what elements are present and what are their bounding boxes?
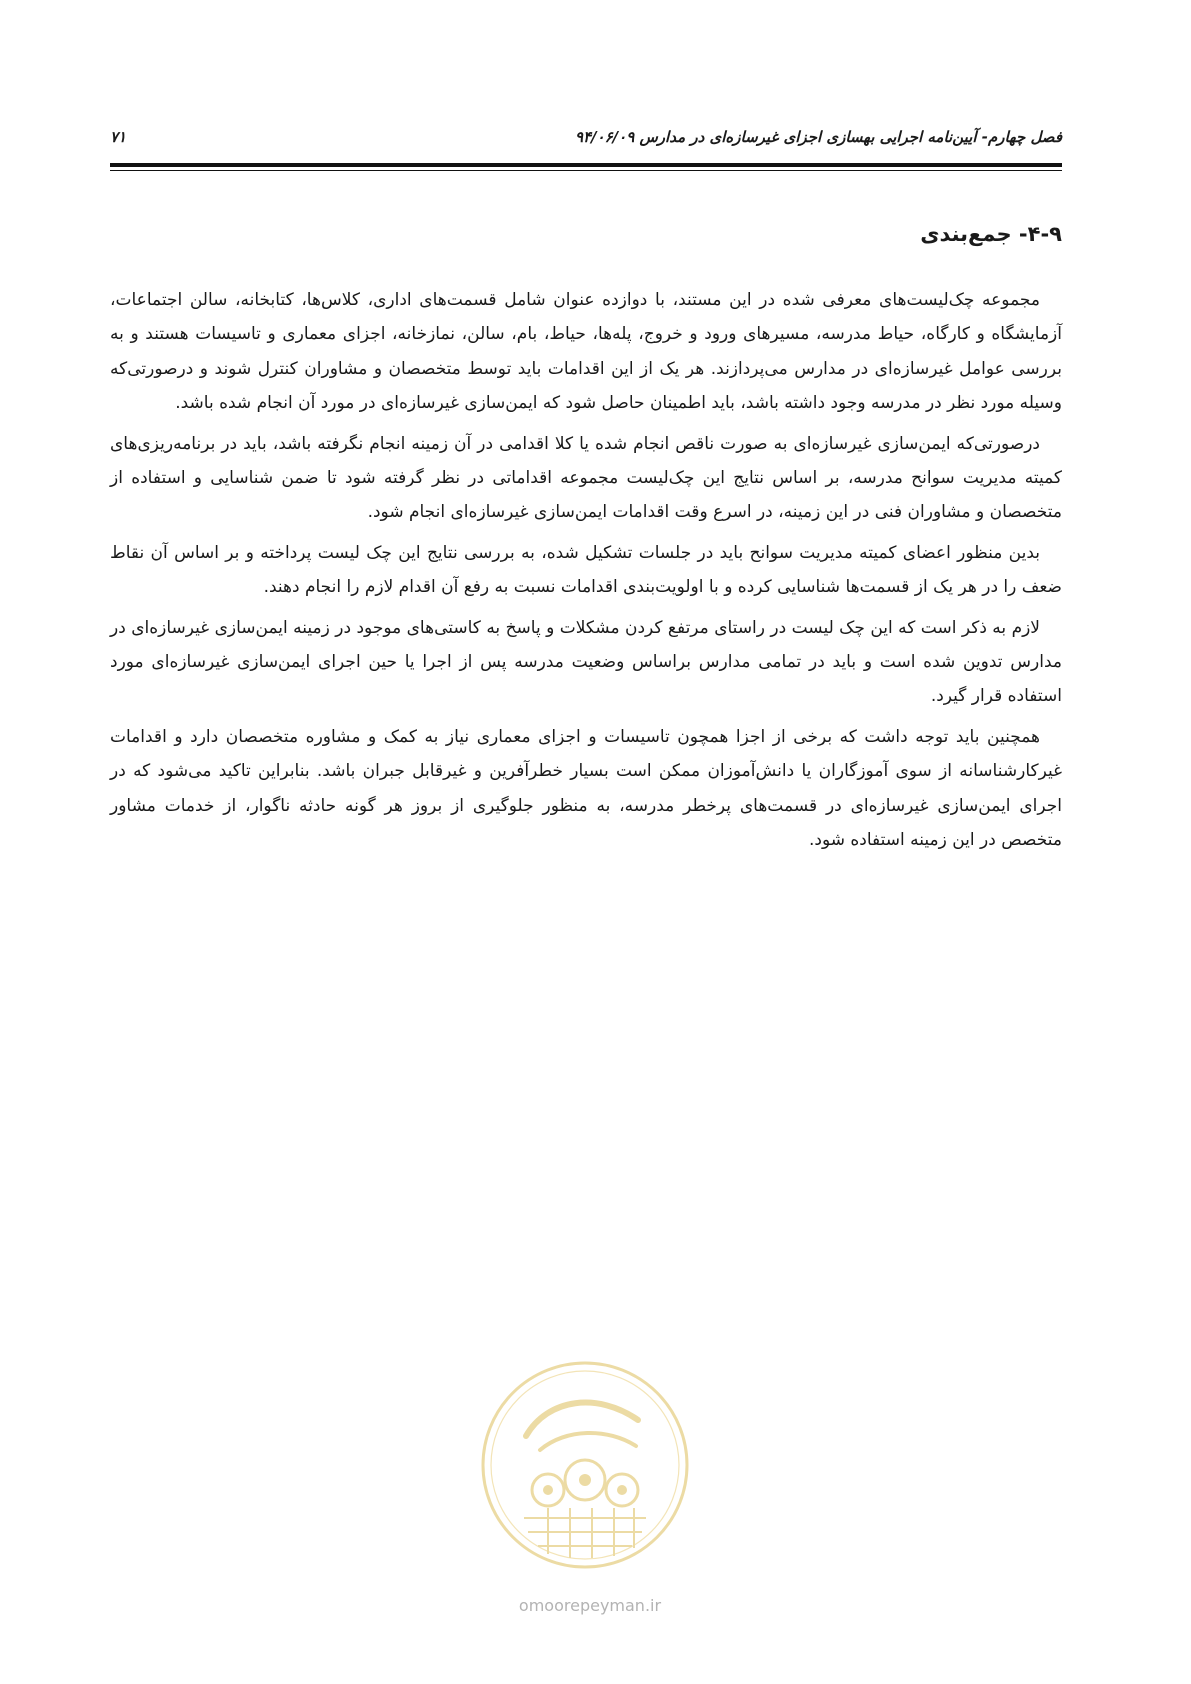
section-heading: ۴-۹- جمع‌بندی	[920, 222, 1062, 246]
body-text	[110, 283, 1062, 864]
paragraph: مجموعه چک‌لیست‌های معرفی شده در این مستند، با دوازده عنوان شامل قسمت‌های اداری، کلاس‌ها، کتابخانه، سالن اجتماعات، آزمایشگاه و کارگاه، حیاط مدرسه، مسیرهای ورود و خروج، پله‌ها، حیاط، بام، سالن، نمازخانه، اجزای معماری و تاسیسات هستند و به بررسی عوامل غیرسازه‌ای در مدارس می‌پردازند. هر یک از این اقدامات باید توسط متخصصان و مشاوران کنترل شوند و درصورتی‌که وسیله مورد نظر در مدرسه وجود داشته باشد، باید اطمینان حاصل شود که ایمن‌سازی غیرسازه‌ای در مورد آن انجام شده باشد.	[110, 290, 1062, 414]
paragraph: درصورتی‌که ایمن‌سازی غیرسازه‌ای به صورت ناقص انجام شده یا کلا اقدامی در آن زمینه انجام نگرفته باشد، باید در برنامه‌ریزی‌های کمیته مدیریت سوانح مدرسه، بر اساس نتایج این چک‌لیست مجموعه اقداماتی در نظر گرفته شود تا ضمن شناسایی و استفاده از متخصصان و مشاوران فنی در این زمینه، در اسرع وقت اقدامات ایمن‌سازی غیرسازه‌ای انجام شود.	[110, 433, 1062, 523]
paragraph: بدین منظور اعضای کمیته مدیریت سوانح باید در جلسات تشکیل شده، به بررسی نتایج این چک لیست پرداخته و بر اساس آن نقاط ضعف را در هر یک از قسمت‌ها شناسایی کرده و با اولویت‌بندی اقدامات نسبت به رفع آن اقدام لازم را انجام دهند.	[110, 542, 1062, 598]
paragraph: لازم به ذکر است که این چک لیست در راستای مرتفع کردن مشکلات و پاسخ به کاستی‌های موجود در زمینه ایمن‌سازی غیرسازه‌ای در مدارس تدوین شده است و باید در تمامی مدارس براساس وضعیت مدرسه پس از اجرا یا حین اجرای ایمن‌سازی غیرسازه‌ای مورد استفاده قرار گیرد.	[110, 617, 1062, 707]
running-title: فصل چهارم- آیین‌نامه اجرایی بهسازی اجزای غیرسازه‌ای در مدارس ۹۴/۰۶/۰۹	[574, 128, 1062, 146]
header-rule-thin	[110, 170, 1062, 171]
page-header	[110, 128, 1062, 158]
watermark-seal-logo	[478, 1358, 692, 1572]
paragraph: همچنین باید توجه داشت که برخی از اجزا همچون تاسیسات و اجزای معماری نیاز به کمک و مشاوره متخصصان دارد و اقدامات غیرکارشناسانه از سوی آموزگاران یا دانش‌آموزان ممکن است بسیار خطرآفرین و غیرقابل جبران باشد. بنابراین تاکید می‌شود که در اجرای ایمن‌سازی غیرسازه‌ای در قسمت‌های پرخطر مدرسه، به منظور جلوگیری از بروز هر گونه حادثه ناگوار، از خدمات مشاور متخصص در این زمینه استفاده شود.	[110, 726, 1062, 851]
header-rule-thick	[110, 163, 1062, 167]
page-number: ۷۱	[110, 128, 127, 146]
watermark-website: omoorepeyman.ir	[518, 1596, 662, 1615]
